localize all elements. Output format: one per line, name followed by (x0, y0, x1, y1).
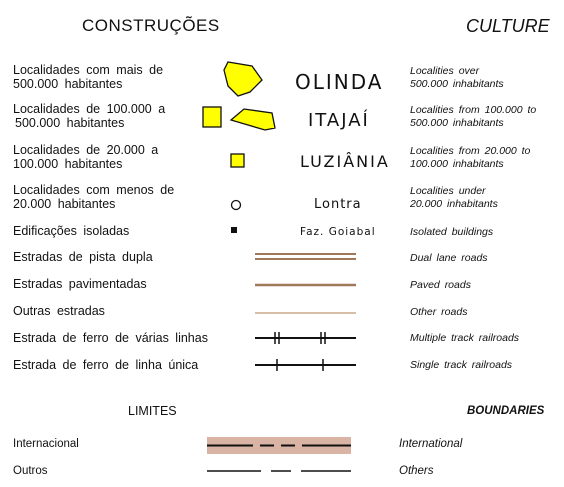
isolated-building-symbol (231, 227, 237, 233)
legend-label-en: Single track railroads (410, 359, 513, 371)
legend-label-pt: Edificações isoladas (13, 224, 130, 238)
boundaries-title-pt: LIMITES (128, 404, 177, 418)
legend-label-pt: Estrada de ferro de várias linhas (13, 331, 208, 345)
locality-large-symbol (224, 62, 262, 96)
legend-label-en: Paved roads (410, 279, 471, 291)
legend-label-pt: Internacional (13, 438, 79, 450)
label-line: Localities from 20.000 to (410, 145, 531, 157)
label-line: 500.000 inhabitants (410, 117, 504, 129)
label-line: 20.000 habitantes (13, 197, 116, 211)
culture-title-en: CULTURE (466, 16, 550, 36)
culture-title-pt: CONSTRUÇÕES (82, 16, 220, 35)
place-sample-lontra: Lontra (314, 197, 362, 212)
place-sample-olinda: OLINDA (295, 70, 384, 94)
legend-label-en: Dual lane roads (410, 252, 488, 264)
place-sample-faz-goiabal: Faz. Goiabal (300, 226, 376, 238)
label-line: Localidades com mais de (13, 63, 164, 77)
label-line: Localities from 100.000 to (410, 104, 537, 116)
legend-label-pt: Outras estradas (13, 304, 105, 318)
legend-label-en: Other roads (410, 306, 468, 318)
label-line: 100.000 inhabitants (410, 158, 504, 170)
locality-medium-polygon-symbol (231, 109, 275, 130)
boundaries-title-en: BOUNDARIES (467, 405, 545, 417)
legend-label-en: Multiple track railroads (410, 332, 520, 344)
legend-label-en: Isolated buildings (410, 226, 494, 238)
legend-label-pt: Estradas pavimentadas (13, 277, 147, 291)
label-line: 500.000 habitantes (13, 77, 123, 91)
label-line: 500.000 habitantes (15, 116, 125, 130)
legend-label-pt: Outros (13, 465, 48, 477)
legend-label-en: Others (399, 465, 434, 477)
label-line: Localidades de 100.000 a (13, 102, 166, 116)
label-line: 20.000 inhabitants (410, 198, 498, 210)
locality-village-circle-symbol (232, 201, 241, 210)
label-line: Localities over (410, 65, 480, 77)
place-sample-luziania: LUZIÂNIA (300, 152, 390, 171)
legend-label-pt: Estrada de ferro de linha única (13, 358, 199, 372)
label-line: 500.000 inhabitants (410, 78, 504, 90)
legend-label-pt: Estradas de pista dupla (13, 250, 153, 264)
locality-small-square-symbol (231, 154, 244, 167)
label-line: Localities under (410, 185, 486, 197)
locality-medium-square-symbol (203, 107, 221, 127)
label-line: 100.000 habitantes (13, 157, 123, 171)
label-line: Localidades com menos de (13, 183, 175, 197)
place-sample-itajai: ITAJAÍ (308, 110, 370, 131)
label-line: Localidades de 20.000 a (13, 143, 159, 157)
legend-label-en: International (399, 438, 463, 450)
